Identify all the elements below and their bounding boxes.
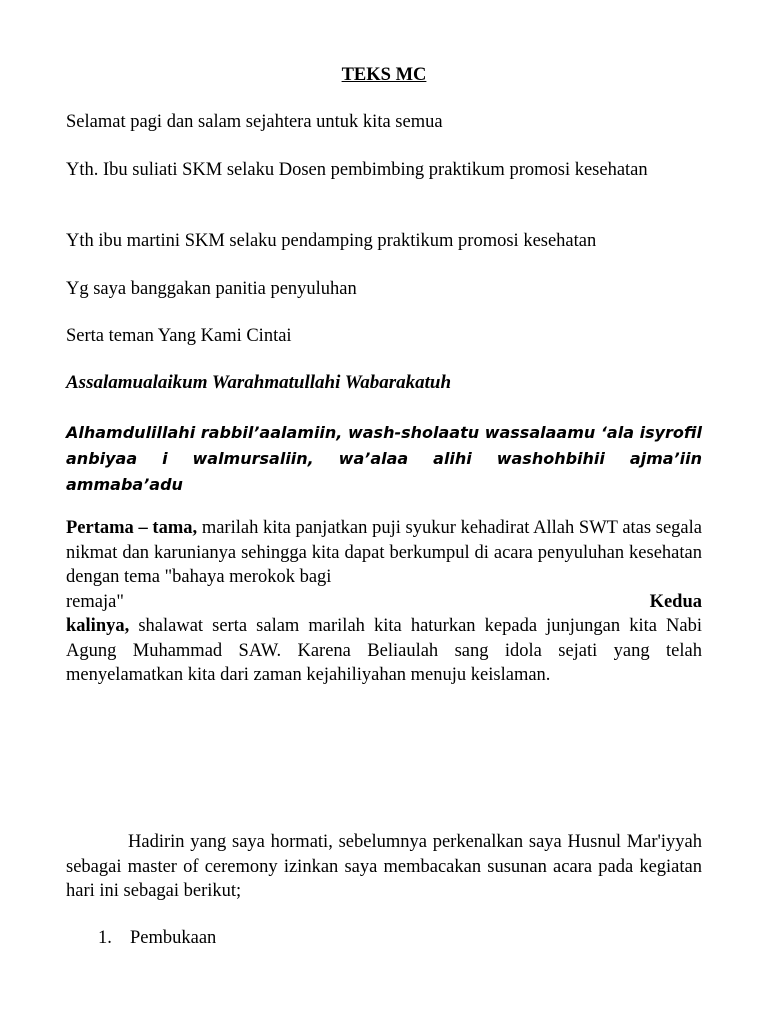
list-item: [98, 926, 734, 951]
greeting: Selamat pagi dan salam sejahtera untuk kita semua: [66, 112, 443, 132]
address-lecturer: Yth. Ibu suliati SKM selaku Dosen pembimbing praktikum promosi kesehatan: [66, 160, 648, 180]
agenda-list: [98, 926, 734, 951]
list-item-number: 1.: [98, 928, 112, 948]
kedua-text: shalawat serta salam marilah kita haturkan kepada junjungan kita Nabi Agung Muhammad SAW. Karena Beliaulah sang idola sejati yang telah menyelamatkan kita dari zaman kejahiliyahan menuju keislaman.: [66, 616, 702, 685]
address-committee: Yg saya banggakan panitia penyuluhan: [66, 279, 357, 299]
pertama-lead: Pertama – tama,: [66, 518, 198, 538]
list-item-label: Pembukaan: [130, 928, 217, 948]
kedua-lead: Kedua: [649, 591, 702, 612]
kalinya-lead: kalinya,: [66, 616, 130, 636]
address-friends: Serta teman Yang Kami Cintai: [66, 326, 292, 346]
document-title: TEKS MC: [341, 65, 427, 85]
kedua-line: [66, 590, 702, 615]
arabic-opening: Alhamdulillahi rabbil’aalamiin, wash-sholaatu wassalaamu ‘ala isyrofil anbiyaa i walmursaliin, wa’alaa alihi washohbihii ajma’iin ammaba’adu: [66, 423, 702, 494]
introduction-paragraph: Hadirin yang saya hormati, sebelumnya perkenalkan saya Husnul Mar'iyyah sebagai master of ceremony izinkan saya membacakan susunan acara pada kegiatan hari ini sebagai berikut;: [66, 832, 702, 901]
salam-greeting: Assalamualaikum Warahmatullahi Wabarakatuh: [66, 372, 452, 393]
remaja-text: remaja": [66, 591, 124, 612]
opening-paragraph: [66, 516, 702, 688]
pertama-text: marilah kita panjatkan puji syukur kehadirat Allah SWT atas segala nikmat dan karunianya sehingga kita dapat berkumpul di acara penyuluhan kesehatan dengan tema "bahaya merokok bagi: [66, 518, 702, 587]
address-companion: Yth ibu martini SKM selaku pendamping praktikum promosi kesehatan: [66, 231, 597, 251]
